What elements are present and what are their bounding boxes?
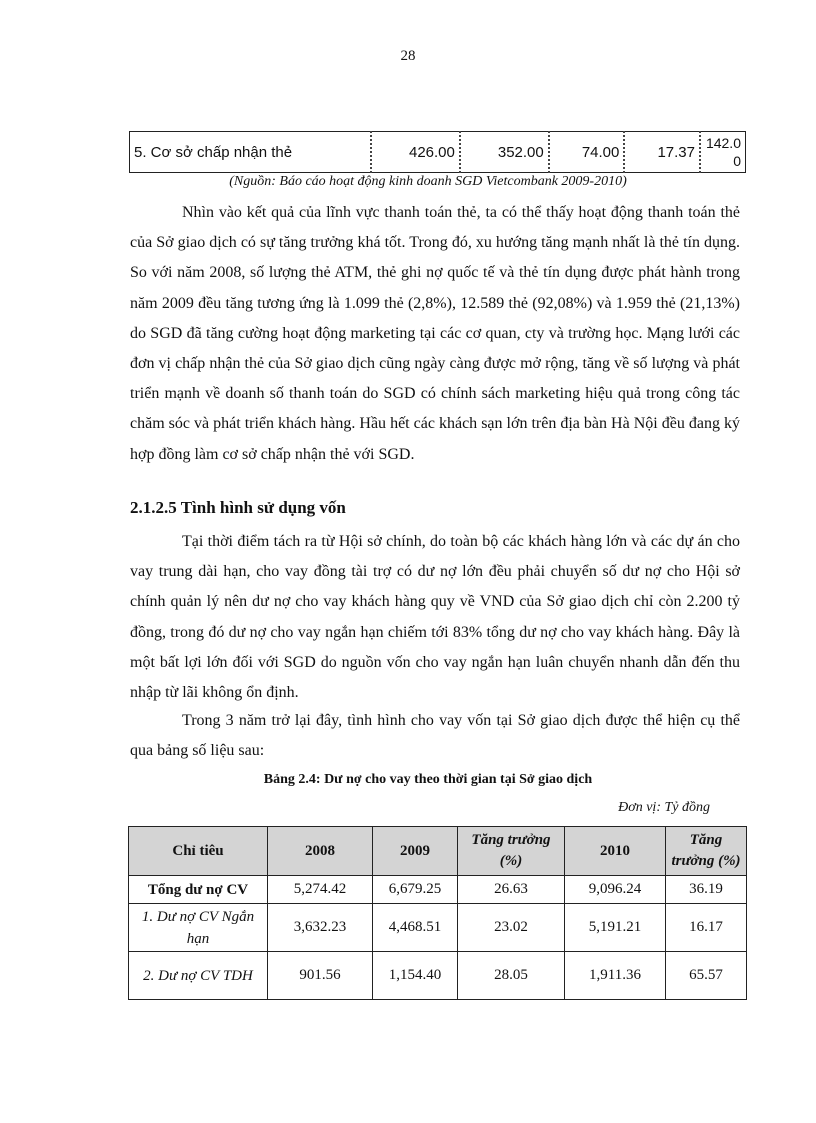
- column-header: Tăng trưởng (%): [666, 827, 747, 876]
- table-row: [130, 132, 746, 173]
- table-unit: Đơn vị: Tỷ đồng: [618, 800, 710, 815]
- table-cell: 142.00: [700, 132, 746, 173]
- row-label: Tổng dư nợ CV: [129, 876, 268, 904]
- loan-table: [128, 826, 747, 1000]
- table-cell: 4,468.51: [373, 904, 458, 952]
- table-cell: 65.57: [666, 952, 747, 1000]
- column-header: 2008: [268, 827, 373, 876]
- table-row: [129, 876, 747, 904]
- row-label: 2. Dư nợ CV TDH: [129, 952, 268, 1000]
- paragraph-card-payment: Nhìn vào kết quả của lĩnh vực thanh toán thẻ, ta có thể thấy hoạt động thanh toán thẻ của Sở giao dịch có sự tăng trưởng khá tốt. Trong đó, xu hướng tăng mạnh nhất là thẻ tín dụng. So với năm 2008, số lượng thẻ ATM, thẻ ghi nợ quốc tế và thẻ tín dụng được phát hành trong năm 2009 đều tăng tương ứng là 1.099 thẻ (2,8%), 12.589 thẻ (92,08%) và 1.959 thẻ (21,13%) do SGD đã tăng cường hoạt động marketing tại các cơ quan, cty và trường học. Mạng lưới các đơn vị chấp nhận thẻ của Sở giao dịch cũng ngày càng được mở rộng, tăng về số lượng và phát triển mạnh về doanh số thanh toán do SGD có chính sách marketing hiệu quả trong công tác chăm sóc và phát triển khách hàng. Hầu hết các khách sạn lớn trên địa bàn Hà Nội đều đang ký hợp đồng làm cơ sở chấp nhận thẻ với SGD.: [130, 204, 740, 463]
- column-header: 2010: [565, 827, 666, 876]
- section-heading: 2.1.2.5 Tình hình sử dụng vốn: [130, 498, 346, 517]
- table-cell: 901.56: [268, 952, 373, 1000]
- table-caption: Bảng 2.4: Dư nợ cho vay theo thời gian tại Sở giao dịch: [263, 772, 593, 787]
- row-label: 5. Cơ sở chấp nhận thẻ: [130, 132, 372, 173]
- table-cell: 5,191.21: [565, 904, 666, 952]
- table-cell: 28.05: [458, 952, 565, 1000]
- table-cell: 352.00: [460, 132, 549, 173]
- table-cell: 1,154.40: [373, 952, 458, 1000]
- table-row: [129, 904, 747, 952]
- column-header: Tăng trưởng (%): [458, 827, 565, 876]
- table-cell: 6,679.25: [373, 876, 458, 904]
- table-cell: 426.00: [371, 132, 460, 173]
- column-header: 2009: [373, 827, 458, 876]
- table-cell: 1,911.36: [565, 952, 666, 1000]
- card-acceptance-table: [129, 131, 746, 173]
- table-cell: 17.37: [624, 132, 700, 173]
- paragraph-capital-usage: Tại thời điểm tách ra từ Hội sở chính, do toàn bộ các khách hàng lớn và các dự án cho vay trung dài hạn, cho vay đồng tài trợ có dư nợ lớn đều phải chuyển số dư nợ cho Hội sở chính quản lý nên dư nợ cho vay khách hàng quy về VND của Sở giao dịch chỉ còn 2.200 tỷ đồng, trong đó dư nợ cho vay ngắn hạn chiếm tới 83% tổng dư nợ cho vay khách hàng. Đây là một bất lợi lớn đối với SGD do nguồn vốn cho vay ngắn hạn luân chuyển nhanh dẫn đến thu nhập từ lãi không ổn định.: [130, 533, 740, 702]
- page-number: 28: [400, 48, 416, 64]
- column-header: Chỉ tiêu: [129, 827, 268, 876]
- row-label: 1. Dư nợ CV Ngắn hạn: [129, 904, 268, 952]
- table-cell: 74.00: [549, 132, 625, 173]
- table-cell: 36.19: [666, 876, 747, 904]
- table-cell: 3,632.23: [268, 904, 373, 952]
- table-cell: 16.17: [666, 904, 747, 952]
- table-cell: 9,096.24: [565, 876, 666, 904]
- table-row: [129, 952, 747, 1000]
- paragraph-intro-table: Trong 3 năm trở lại đây, tình hình cho vay vốn tại Sở giao dịch được thể hiện cụ thể qua bảng số liệu sau:: [130, 712, 740, 760]
- source-note: (Nguồn: Báo cáo hoạt động kinh doanh SGD Vietcombank 2009-2010): [229, 174, 627, 189]
- table-cell: 23.02: [458, 904, 565, 952]
- table-header-row: [129, 827, 747, 876]
- table-cell: 26.63: [458, 876, 565, 904]
- table-cell: 5,274.42: [268, 876, 373, 904]
